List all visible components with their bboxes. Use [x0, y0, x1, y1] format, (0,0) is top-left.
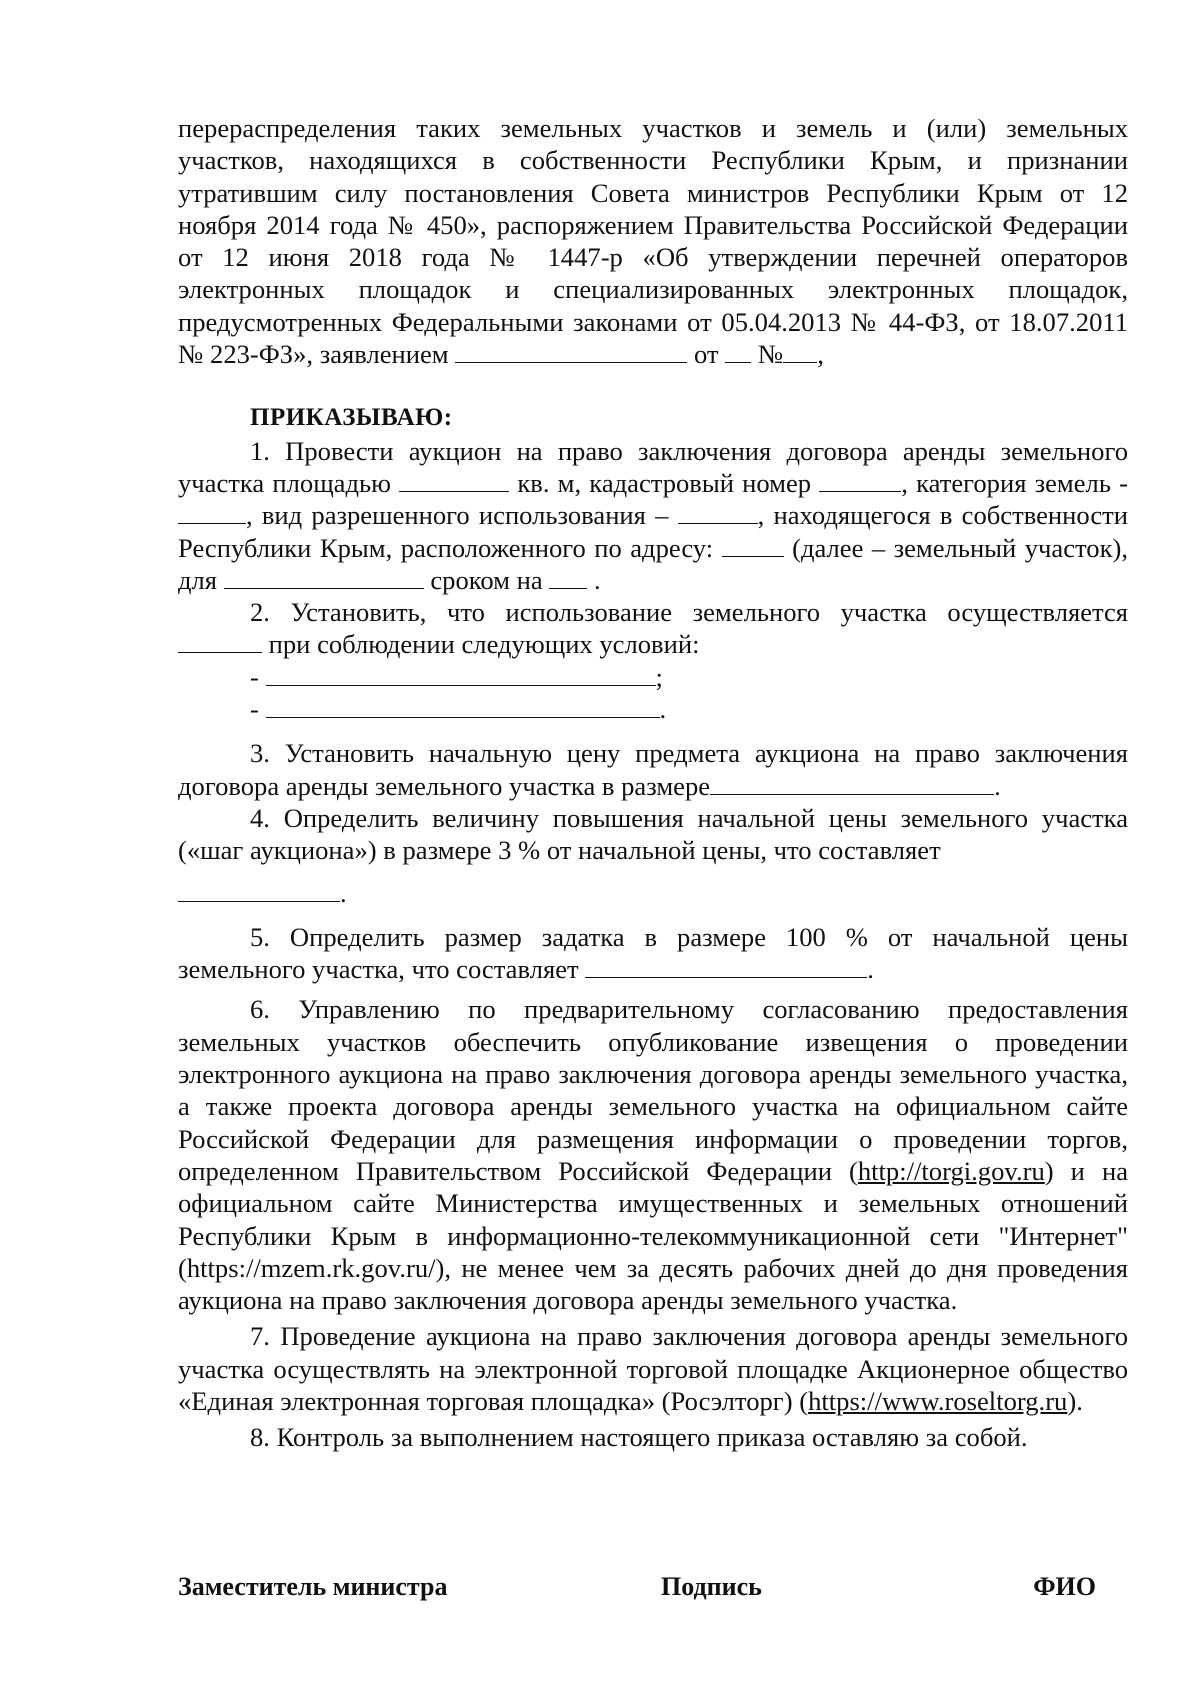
- item-4: [178, 802, 1128, 867]
- item-7-text-b: ).: [1067, 1385, 1083, 1416]
- address-blank: [722, 534, 784, 557]
- item-1-text-g: сроком на: [430, 564, 543, 595]
- condition-2-dash: -: [250, 694, 259, 725]
- intro-text: перераспределения таких земельных участков и земель и (или) земельных участков, находящихся в собственности Республики Крым, и признании утратившим силу постановления Совета министров Республики Крым от 12 ноября 2014 года № 450», распоряжением Правительства Российской Федерации от 12 июня 2018 года № 1447-р «Об утверждении перечней операторов электронных площадок и специализированных электронных площадок, предусмотренных Федеральными законами от 05.04.2013 № 44-ФЗ, от 18.07.2011 № 223-ФЗ», заявлением: [178, 113, 1128, 370]
- intro-number-sign: №: [757, 339, 784, 370]
- order-heading: ПРИКАЗЫВАЮ:: [250, 404, 453, 432]
- item-1-text-c: , категория земель -: [901, 467, 1128, 498]
- condition-1-dash: -: [250, 661, 259, 692]
- category-blank: [178, 501, 246, 524]
- condition-2-blank: [266, 695, 660, 718]
- signatory-name: ФИО: [1033, 1572, 1096, 1601]
- date-blank: [725, 340, 751, 363]
- item-2: [178, 596, 1128, 661]
- deposit-blank: [585, 955, 867, 978]
- item-4-line: [178, 877, 1128, 909]
- item-1-text-f: (далее – земельный участок), для: [178, 532, 1129, 595]
- number-blank: [783, 340, 817, 363]
- item-1-text-a: 1. Провести аукцион на право заключения договора аренды земельного участка площадью: [178, 435, 1128, 498]
- intro-from: от: [693, 339, 719, 370]
- intro-paragraph: перераспределения таких земельных участков и земель и (или) земельных участков, находящихся в собственности Республики Крым, и признании утратившим силу постановления Совета министров Республики Крым от 12 ноября 2014 года № 450», распоряжением Правительства Российской Федерации от 12 июня 2018 года № 1447-р «Об утверждении перечней операторов электронных площадок и специализированных электронных площадок, предусмотренных Федеральными законами от 05.04.2013 № 44-ФЗ, от 18.07.2011 № 223-ФЗ», заявлением от № ,: [178, 113, 1128, 370]
- item-1: [178, 435, 1128, 596]
- item-4-text: 4. Определить величину повышения начальной цены земельного участка («шаг аукциона») в размере 3 % от начальной цены, что составляет: [178, 802, 1128, 866]
- roseltorg-link[interactable]: https://www.roseltorg.ru: [808, 1385, 1068, 1416]
- item-6-text-b: ) и на официальном сайте Министерства имущественных и земельных отношений Республики Крым в информационно-телекоммуникационной сети "Интернет" (https://mzem.rk.gov.ru/), не менее чем за десять рабочих дней до дня проведения аукциона на право заключения договора аренды земельного участка.: [178, 1155, 1129, 1316]
- item-1-text-h: .: [593, 564, 601, 595]
- item-2-text-a: 2. Установить, что использование земельного участка осуществляется: [250, 597, 1128, 628]
- item-1-text-e: , находящегося в собственности Республики Крым, расположенного по адресу:: [178, 500, 1128, 563]
- document-body: [178, 112, 1128, 1454]
- item-1-text-b: кв. м, кадастровый номер: [517, 467, 812, 498]
- item-7-text-a: 7. Проведение аукциона на право заключения договора аренды земельного участка осуществлять на электронной торговой площадке Акционерное общество «Единая электронная торговая площадка» (Росэлторг) (: [178, 1321, 1128, 1416]
- item-6: [178, 993, 1128, 1316]
- condition-line-2: [178, 693, 1128, 725]
- usage-blank: [678, 501, 758, 524]
- condition-blank: [178, 630, 262, 653]
- applicant-blank: [455, 340, 687, 363]
- item-4-end: .: [340, 877, 347, 908]
- signatory-position: Заместитель министра: [178, 1572, 448, 1601]
- item-2-text-b: при соблюдении следующих условий:: [268, 629, 700, 660]
- item-5: [178, 921, 1128, 986]
- item-1-text-d: , вид разрешенного использования –: [246, 500, 669, 531]
- condition-1-blank: [266, 663, 656, 686]
- area-blank: [399, 469, 509, 492]
- purpose-blank: [224, 566, 424, 589]
- item-3: [178, 737, 1128, 802]
- term-blank: [549, 566, 587, 589]
- item-5-text: 5. Определить размер задатка в размере 100 % от начальной цены земельного участка, что составляет: [178, 921, 1128, 985]
- signature-placeholder: Подпись: [661, 1572, 762, 1601]
- condition-line-1: [178, 661, 1128, 693]
- item-8: 8. Контроль за выполнением настоящего приказа оставляю за собой.: [250, 1422, 1028, 1453]
- item-3-text: 3. Установить начальную цену предмета аукциона на право заключения договора аренды земельного участка в размере: [178, 738, 1128, 801]
- auction-step-blank: [178, 879, 340, 902]
- item-5-end: .: [867, 954, 874, 985]
- torgi-link[interactable]: http://torgi.gov.ru: [857, 1155, 1045, 1186]
- item-7: [178, 1320, 1128, 1417]
- item-6-text-a: 6. Управлению по предварительному согласованию предоставления земельных участков обеспечить опубликование извещения о проведении электронного аукциона на право заключения договора аренды земельного участка, а также проекта договора аренды земельного участка на официальном сайте Российской Федерации для размещения информации о проведении торгов, определенном Правительством Российской Федерации (: [178, 994, 1128, 1186]
- item-3-end: .: [994, 770, 1001, 801]
- condition-1-end: ;: [655, 661, 663, 692]
- start-price-blank: [710, 772, 994, 795]
- condition-2-end: .: [659, 694, 667, 725]
- cadastral-blank: [819, 469, 901, 492]
- signature-block: [178, 1572, 1096, 1602]
